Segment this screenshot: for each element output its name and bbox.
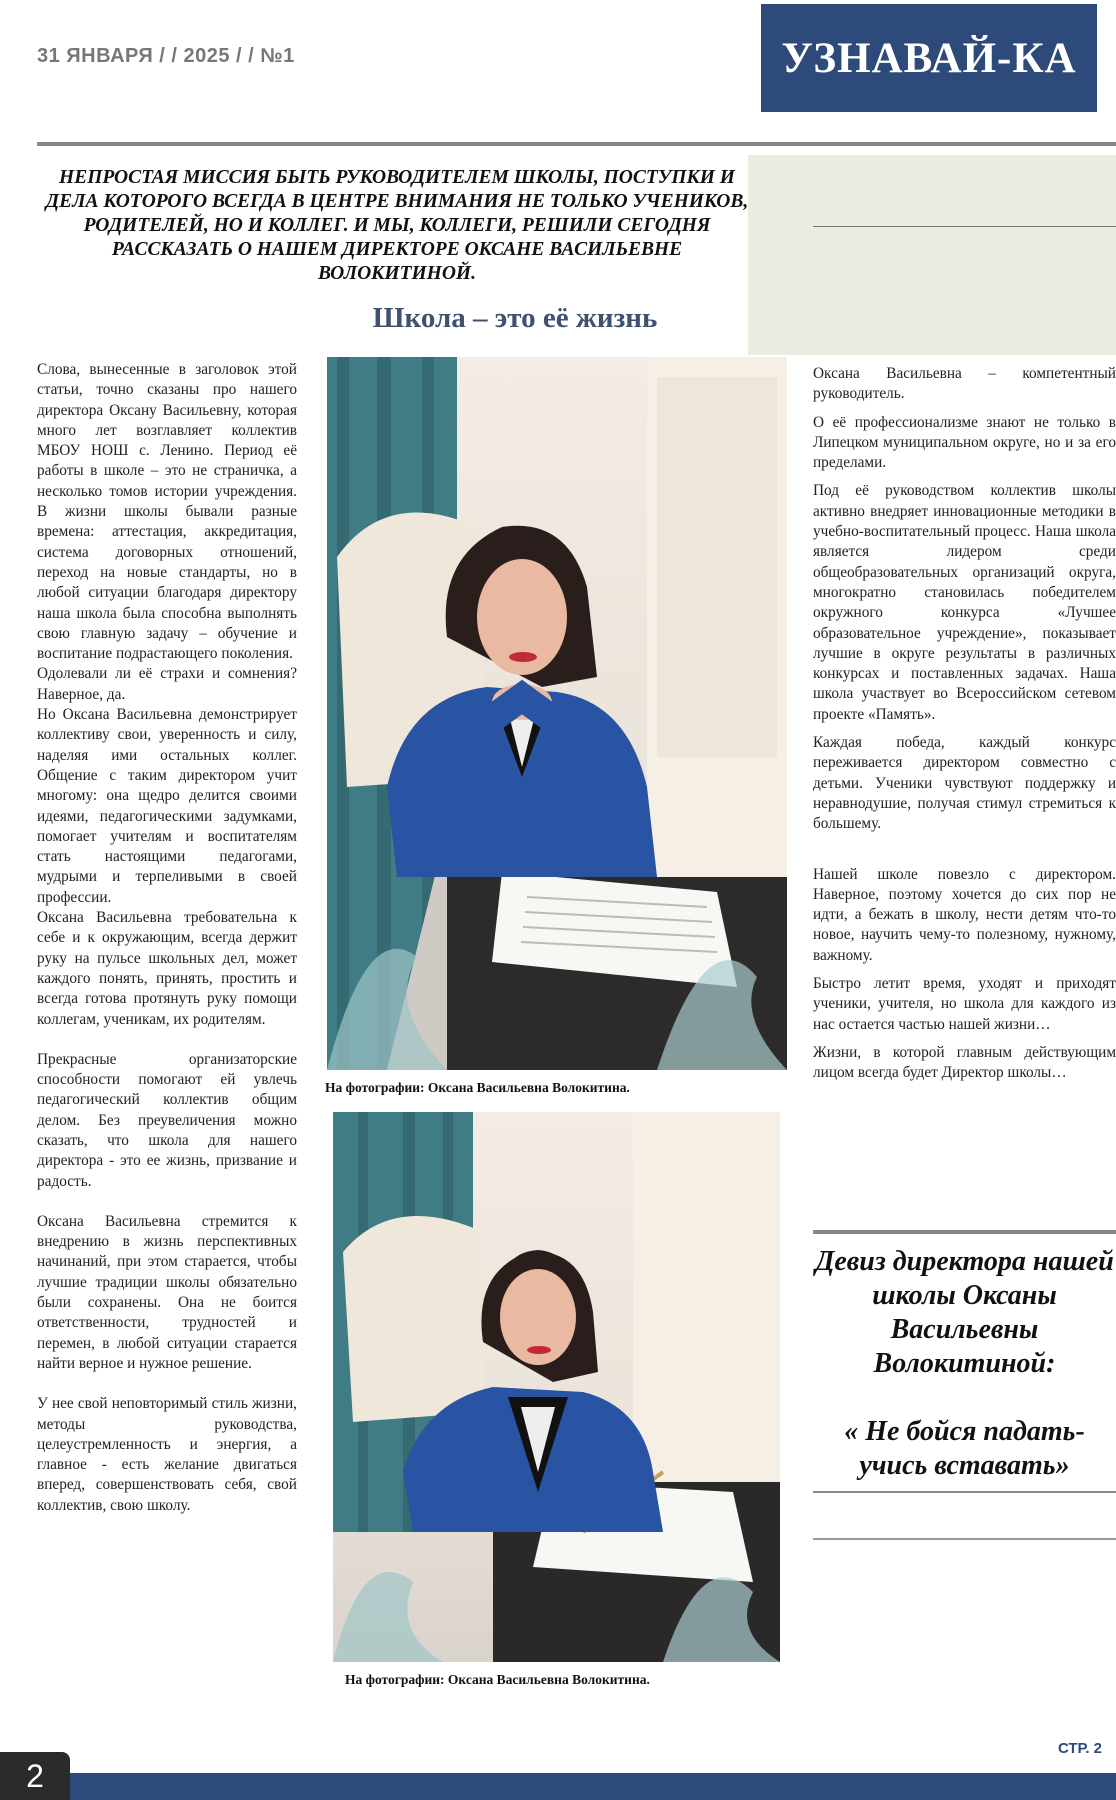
paragraph: Под её руководством коллектив школы активно внедряет инновационные методики в учебно-воспитательный процесс. Наша школа является лидером среди общеобразовательных организаций округа, многократно становилась победителем окружного конкурса «Лучшее образовательное учреждение», показывает лучшие в округе результаты в различных конкурсах и поставленных задачах. Наша школа участвует во Всероссийском сетевом проекте «Память». [813, 482, 1116, 723]
photo-caption-1: На фотографии: Оксана Васильевна Волокитина. [325, 1080, 630, 1095]
paragraph: Оксана Васильевна требовательна к себе и к окружающим, всегда держит руку на пульсе школьных дел, может каждого понять, принять, простить и всегда готова протянуть руку помощи коллегам, ученикам, их родителям. [37, 909, 297, 1028]
footer-bar [37, 1773, 1116, 1800]
right-column [813, 364, 1116, 1092]
issue-date: 31 ЯНВАРЯ / / 2025 / / №1 [37, 45, 295, 67]
motto-divider [813, 1491, 1116, 1493]
paragraph: О её профессионализме знают не только в Липецком муниципальном округе, но и за его пределами. [813, 413, 1116, 472]
director-photo-1 [327, 357, 787, 1070]
paragraph: Каждая победа, каждый конкурс переживается директором совместно с детьми. Ученики чувствуют поддержку и неравнодушие, получая стимул стремиться к большему. [813, 734, 1116, 833]
sidebar-divider [813, 226, 1116, 227]
photo-caption-2: На фотографии: Оксана Васильевна Волокитина. [345, 1672, 650, 1687]
lede-paragraph: НЕПРОСТАЯ МИССИЯ БЫТЬ РУКОВОДИТЕЛЕМ ШКОЛЫ, ПОСТУПКИ И ДЕЛА КОТОРОГО ВСЕГДА В ЦЕНТРЕ ВНИМАНИЯ НЕ ТОЛЬКО УЧЕНИКОВ, РОДИТЕЛЕЙ, НО И КОЛЛЕГ. И МЫ, КОЛЛЕГИ, РЕШИЛИ СЕГОДНЯ РАССКАЗАТЬ О НАШЕМ ДИРЕКТОРЕ ОКСАНЕ ВАСИЛЬЕВНЕ ВОЛОКИТИНОЙ. [45, 167, 749, 284]
portrait-illustration-1 [327, 357, 787, 1070]
paragraph: Оксана Васильевна – компетентный руководитель. [813, 365, 1116, 403]
motto-title: Девиз директора нашей школы Оксаны Васильевны Волокитиной: [815, 1246, 1114, 1379]
paragraph: Нашей школе повезло с директором. Наверное, поэтому хочется до сих пор не идти, а бежать в школу, нести детям что-то новое, научить чему-то полезному, нужному, важному. [813, 865, 1116, 964]
left-column [37, 360, 297, 1516]
paragraph: Оксана Васильевна стремится к внедрению в жизнь перспективных начинаний, при этом старается, чтобы лучшие традиции школы обязательно были сохранены. Она не боится ответственности, трудностей и перемен, в любой ситуации старается найти верное и нужное решение. [37, 1212, 297, 1372]
paragraph: Быстро летит время, уходят и приходят ученики, учителя, но школа для каждого из нас остается частью нашей жизни… [813, 975, 1116, 1033]
motto-divider [813, 1538, 1116, 1540]
page-number-label: СТР. 2 [1057, 1740, 1102, 1757]
paragraph: Прекрасные организаторские способности помогают ей увлечь педагогический коллектив общим делом. Без преувеличения можно сказать, что школа для нашего директора - это ее жизнь, призвание и радость. [37, 1050, 297, 1190]
paragraph: Жизни, в которой главным действующим лицом всегда будет Директор школы… [813, 1043, 1116, 1082]
masthead-title: УЗНАВАЙ-КА [761, 4, 1097, 112]
paragraph: Одолевали ли её страхи и сомнения? Наверное, да. [37, 665, 297, 703]
director-photo-2 [333, 1112, 780, 1662]
portrait-illustration-2 [333, 1112, 780, 1662]
page-badge: 2 [0, 1752, 70, 1800]
article-headline: Школа – это её жизнь [372, 302, 658, 334]
paragraph: Но Оксана Васильевна демонстрирует коллективу свои, уверенность и силу, наделяя ими остальных коллег. Общение с таким директором учит многому: она щедро делится своими идеями, педагогическими задумками, помогает учителям и воспитателям стать настоящими педагогами, мудрыми и терпеливыми в своей профессии. [37, 706, 297, 906]
header-divider [37, 142, 1116, 146]
motto-quote: « Не бойся падать- учись вставать» [844, 1416, 1085, 1481]
motto-top-divider [813, 1230, 1116, 1234]
paragraph: У нее свой неповторимый стиль жизни, методы руководства, целеустремленность и энергия, а главное - есть желание двигаться вперед, совершенствовать себя, свой коллектив, свою школу. [37, 1395, 297, 1514]
paragraph: Слова, вынесенные в заголовок этой статьи, точно сказаны про нашего директора Оксану Васильевну, которая много лет возглавляет коллектив МБОУ НОШ с. Ленино. Период её работы в школе – это не страничка, а несколько томов истории учреждения. В жизни школы бывали разные времена: аттестация, аккредитация, система договорных отношений, переход на новые стандарты, но в любой ситуации благодаря директору наша школа была способна выполнять свою главную задачу – обучение и воспитание подрастающего поколения. [37, 361, 297, 663]
sidebar-background [748, 155, 1116, 355]
